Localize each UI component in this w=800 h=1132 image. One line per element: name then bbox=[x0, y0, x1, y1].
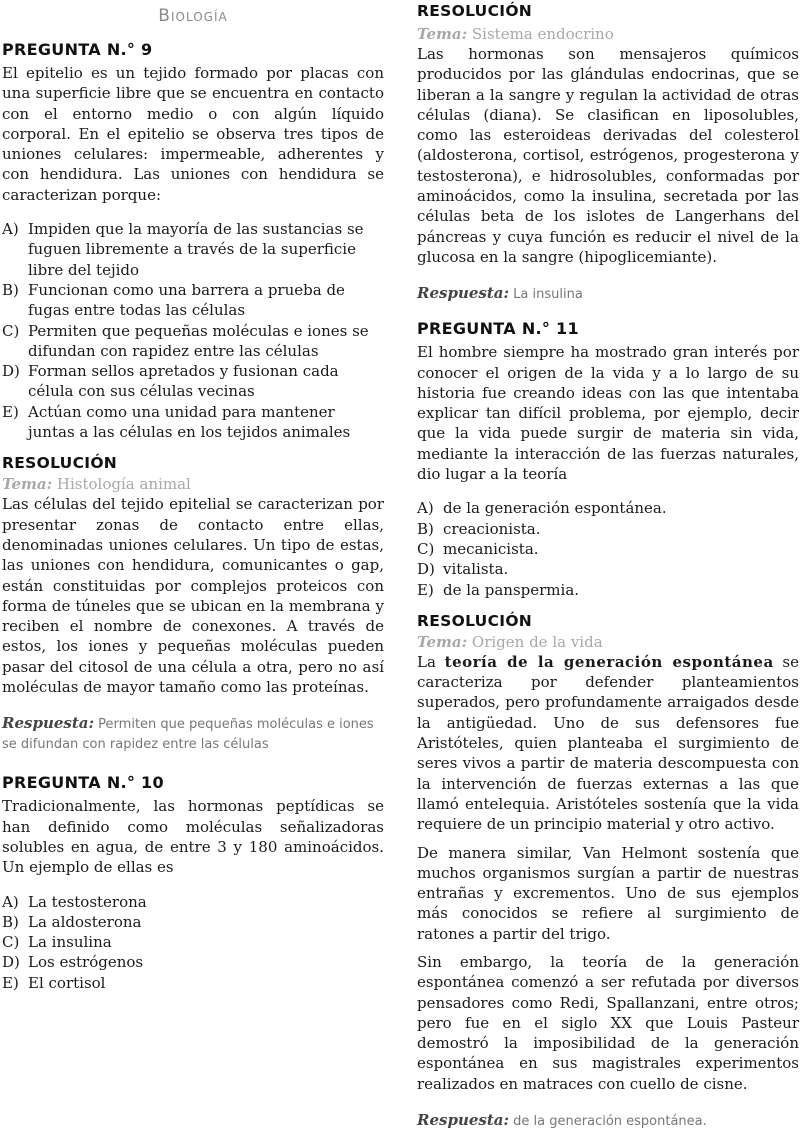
resolution-11-title: RESOLUCIÓN bbox=[417, 611, 533, 630]
question-11-options bbox=[417, 498, 799, 599]
option-d: D) vitalista. bbox=[417, 560, 509, 579]
option-b: B) La aldosterona bbox=[2, 912, 142, 931]
resolution-11-paragraph-3: Sin embargo, la teoría de la generación espontánea comenzó a ser refutada por diversos pensadores como Redi, Spallanzani, entre otros; pero fue en el siglo XX que Louis Pasteur demostró la imposibilidad de la generación espontánea en sus magistrales experimentos realizados en matraces con cuello de cisne. bbox=[417, 952, 799, 1093]
question-9-title: PREGUNTA N.° 9 bbox=[2, 40, 153, 59]
answer-10: Respuesta: La insulina bbox=[417, 284, 583, 303]
option-c: C) Permiten que pequeñas moléculas e iones se difundan con rapidez entre las células bbox=[2, 321, 369, 360]
answer-9: Respuesta: Permiten que pequeñas moléculas e iones se difundan con rapidez entre las células bbox=[2, 714, 374, 753]
option-a: A) de la generación espontánea. bbox=[417, 499, 667, 518]
option-a: A) Impiden que la mayoría de las sustancias se fuguen libremente a través de la superficie libre del tejido bbox=[2, 220, 364, 279]
option-e: E) Actúan como una unidad para mantener juntas a las células en los tejidos animales bbox=[2, 402, 351, 442]
right-column bbox=[417, 0, 799, 1132]
option-b: B) Funcionan como una barrera a prueba de fugas entre todas las células bbox=[2, 280, 345, 320]
subject-header: Biología bbox=[158, 6, 228, 26]
left-column bbox=[2, 0, 384, 993]
resolution-10-text: Las hormonas son mensajeros químicos producidos por las glándulas endocrinas, que se liberan a la sangre y regulan la actividad de otras células (diana). Se clasifican en liposolubles, como las esteroideas derivadas del colesterol (aldosterona, cortisol, estrógenos, progesterona y testosterona), e hidrosolubles, conformadas por aminoácidos, como la insulina, secretada por las células beta de los islotes de Langerhans del páncreas y cuya función es reducir el nivel de la glucosa en la sangre (hipoglicemiante). bbox=[417, 45, 799, 266]
question-11-text: El hombre siempre ha mostrado gran interés por conocer el origen de la vida y a lo largo de su historia fue creando ideas con las que intentaba explicar tan difícil problema, por ejemplo, decir que la vida puede surgir de materia sin vida, mediante la interacción de las fuerzas naturales, dio lugar a la teoría bbox=[417, 343, 799, 484]
option-d: D) Forman sellos apretados y fusionan cada célula con sus células vecinas bbox=[2, 362, 339, 401]
resolution-11-paragraph-2: De manera similar, Van Helmont sostenía que muchos organismos surgían a partir de nuestras entrañas y excrementos. Uno de sus ejemplos más conocidos se refiere al surgimiento de ratones a partir del trigo. bbox=[417, 843, 799, 943]
resolution-9-text: Las células del tejido epitelial se caracterizan por presentar zonas de contacto entre ellas, denominadas uniones celulares. Un tipo de estas, las uniones con hendidura, comunicantes o gap, están constituidas por complejos proteicos con forma de túneles que se ubican en la membrana y reciben el nombre de conexones. A través de estos, los iones y pequeñas moléculas pueden pasar del citosol de una célula a otra, pero no así moléculas de mayor tamaño como las proteínas. bbox=[2, 495, 384, 697]
resolution-10-topic: Tema: Sistema endocrino bbox=[417, 25, 614, 43]
question-11-title: PREGUNTA N.° 11 bbox=[417, 319, 579, 339]
option-e: E) El cortisol bbox=[2, 973, 106, 992]
option-d: D) Los estrógenos bbox=[2, 953, 144, 972]
option-c: C) La insulina bbox=[2, 933, 112, 952]
resolution-11-paragraph-1: La teoría de la generación espontánea se caracteriza por defender planteamientos superados, pero profundamente arraigados desde la antigüedad. Uno de sus defensores fue Aristóteles, quien planteaba el surgimiento de seres vivos a partir de materia descompuesta con la intervención de fuerzas externas a las que llamó entelequia. Aristóteles sostenía que la vida requiere de un principio material y otro activo. bbox=[417, 652, 799, 834]
resolution-11-topic: Tema: Origen de la vida bbox=[417, 632, 603, 651]
option-c: C) mecanicista. bbox=[417, 539, 539, 558]
option-a: A) La testosterona bbox=[2, 892, 147, 911]
resolution-9-title: RESOLUCIÓN bbox=[2, 454, 118, 473]
question-10-title: PREGUNTA N.° 10 bbox=[2, 773, 164, 793]
question-9-options bbox=[2, 219, 384, 442]
question-10-text: Tradicionalmente, las hormonas peptídicas se han definido como moléculas señalizadoras solubles en agua, de entre 3 y 180 aminoácidos. Un ejemplo de ellas es bbox=[2, 797, 384, 877]
resolution-10-title: RESOLUCIÓN bbox=[417, 2, 533, 20]
resolution-9-topic: Tema: Histología animal bbox=[2, 475, 191, 494]
option-b: B) creacionista. bbox=[417, 519, 541, 538]
option-e: E) de la panspermia. bbox=[417, 580, 580, 599]
answer-11: Respuesta: de la generación espontánea. bbox=[417, 1111, 707, 1130]
bold-term: teoría de la generación espontánea bbox=[444, 652, 774, 671]
question-10-options bbox=[2, 892, 384, 993]
question-9-text: El epitelio es un tejido formado por placas con una superficie libre que se encuentra en contacto con el entorno medio o con algún líquido corporal. En el epitelio se observa tres tipos de uniones celulares: impermeable, adherentes y con hendidura. Las uniones con hendidura se caracterizan porque: bbox=[2, 64, 384, 204]
